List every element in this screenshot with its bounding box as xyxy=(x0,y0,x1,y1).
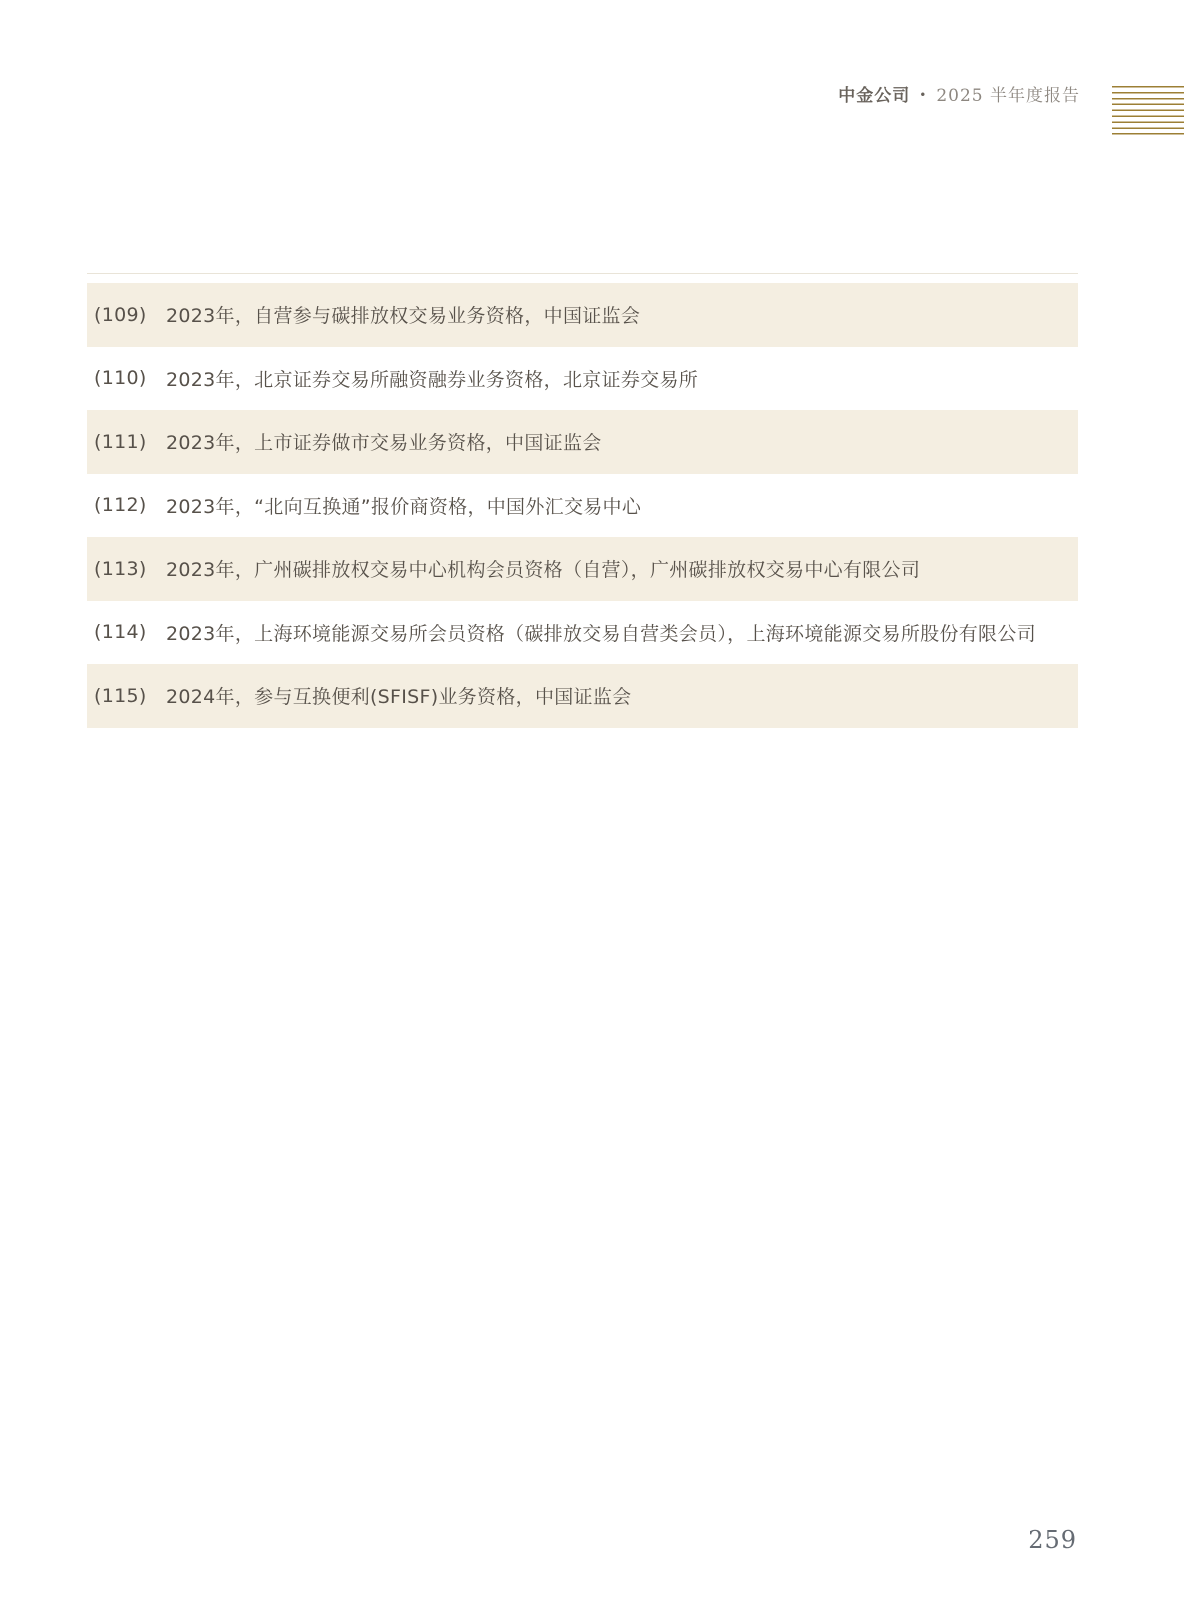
row-text: 2023年，自营参与碳排放权交易业务资格，中国证监会 xyxy=(166,305,641,328)
header-report-title: 2025 半年度报告 xyxy=(936,86,1080,106)
row-text: 2023年，北京证券交易所融资融券业务资格，北京证券交易所 xyxy=(166,368,699,391)
row-number: (111) xyxy=(94,430,147,453)
table-row xyxy=(87,347,1078,411)
row-number: (113) xyxy=(94,557,147,580)
row-text: 2023年，“北向互换通”报价商资格，中国外汇交易中心 xyxy=(166,495,642,518)
row-text: 2023年，上海环境能源交易所会员资格（碳排放交易自营类会员），上海环境能源交易所股份有限公司 xyxy=(166,622,1036,645)
page-header xyxy=(838,84,1080,107)
row-text: 2024年，参与互换便利(SFISF)业务资格，中国证监会 xyxy=(166,686,632,709)
header-company-name: 中金公司 xyxy=(838,86,911,106)
row-number: (109) xyxy=(94,303,147,326)
row-text: 2023年，广州碳排放权交易中心机构会员资格（自营），广州碳排放权交易中心有限公司 xyxy=(166,559,921,582)
table-row xyxy=(87,283,1078,347)
qualification-list xyxy=(87,273,1078,728)
row-text: 2023年，上市证券做市交易业务资格，中国证监会 xyxy=(166,432,602,455)
horizontal-lines-decoration-icon xyxy=(1112,86,1184,136)
page-number: 259 xyxy=(1028,1526,1077,1554)
table-row xyxy=(87,664,1078,728)
row-number: (112) xyxy=(94,494,147,517)
table-row xyxy=(87,474,1078,538)
row-number: (114) xyxy=(94,621,147,644)
table-row xyxy=(87,537,1078,601)
header-bullet-separator: • xyxy=(919,88,928,102)
row-number: (115) xyxy=(94,684,147,707)
table-row xyxy=(87,410,1078,474)
table-row xyxy=(87,601,1078,665)
row-number: (110) xyxy=(94,367,147,390)
